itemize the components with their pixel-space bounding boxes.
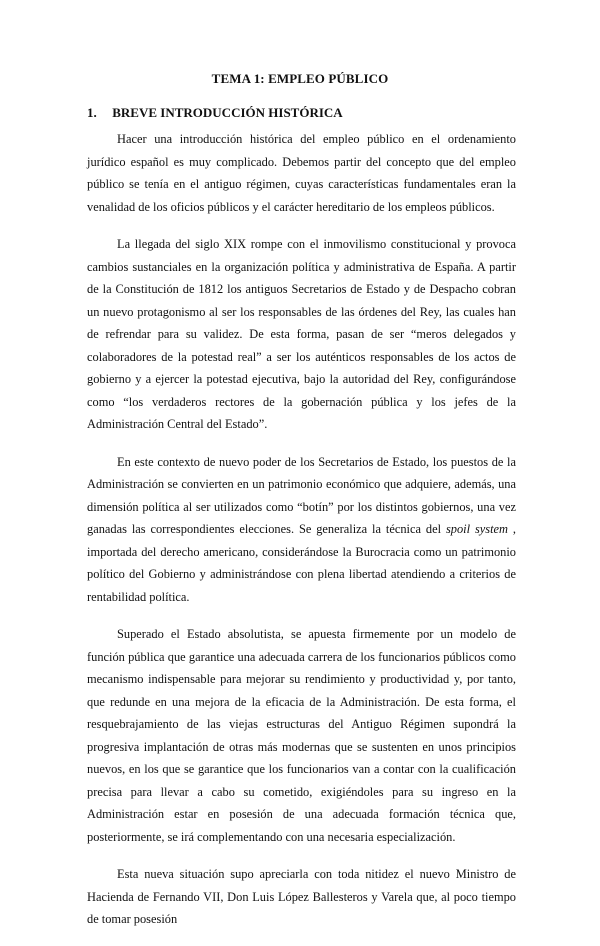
- paragraph-4: Superado el Estado absolutista, se apuesta firmemente por un modelo de función pública que garantice una adecuada carrera de los funcionarios públicos como mecanismo indispensable para mejorar su rendimiento y productividad y, por tanto, que redunde en una mejora de la eficacia de la Administración. De esta forma, el resquebrajamiento de las viejas estructuras del Antiguo Régimen supondrá la progresiva implantación de otras más modernas que se sustenten en unos principios nuevos, en los que se garantice que los funcionarios van a contar con la cualificación precisa para llevar a cabo su cometido, exigiéndoles para su ingreso en la Administración estar en posesión de una adecuada formación técnica que, posteriormente, se irá complementando con una necesaria especialización.: [87, 627, 516, 844]
- paragraph-5: Esta nueva situación supo apreciarla con toda nitidez el nuevo Ministro de Hacienda de Fernando VII, Don Luis López Ballesteros y Varela que, al poco tiempo de tomar posesión: [87, 867, 516, 926]
- paragraph-1: Hacer una introducción histórica del empleo público en el ordenamiento jurídico español es muy complicado. Debemos partir del concepto que del empleo público se tenía en el antiguo régimen, cuyas características fundamentales eran la venalidad de los oficios públicos y el carácter hereditario de los empleos públicos.: [87, 132, 516, 214]
- paragraph-3-text-before: En este contexto de nuevo poder de los Secretarios de Estado, los puestos de la Administración se convierten en un patrimonio económico que adquiere, además, una dimensión política al ser utilizados como “botín” por los distintos gobiernos, una vez ganadas las correspondientes elecciones. Se generaliza la técnica del: [87, 454, 516, 536]
- body-text: [87, 128, 516, 946]
- section-number: 1.: [87, 105, 97, 120]
- section-heading: [87, 105, 343, 121]
- paragraph-2: La llegada del siglo XIX rompe con el inmovilismo constitucional y provoca cambios sustanciales en la organización política y administrativa de España. A partir de la Constitución de 1812 los antiguos Secretarios de Estado y de Despacho cobran un nuevo protagonismo al ser los responsables de las órdenes del Rey, las cuales han de refrendar para su validez. De esta forma, pasan de ser “meros delegados y colaboradores de la potestad real” a ser los auténticos responsables de los actos de gobierno y a ejercer la potestad ejecutiva, bajo la autoridad del Rey, configurándose como “los verdaderos rectores de la gobernación pública y los jefes de la Administración Central del Estado”.: [87, 237, 516, 431]
- document-title: TEMA 1: EMPLEO PÚBLICO: [211, 71, 389, 86]
- section-heading-text: BREVE INTRODUCCIÓN HISTÓRICA: [112, 105, 343, 120]
- paragraph-3: [87, 451, 516, 609]
- paragraph-3-italic-term: spoil system: [445, 522, 508, 536]
- paragraph-3-text-after: , importada del derecho americano, considerándose la Burocracia como un patrimonio político del Gobierno y administrándose con plena libertad atendiendo a criterios de rentabilidad política.: [87, 522, 516, 604]
